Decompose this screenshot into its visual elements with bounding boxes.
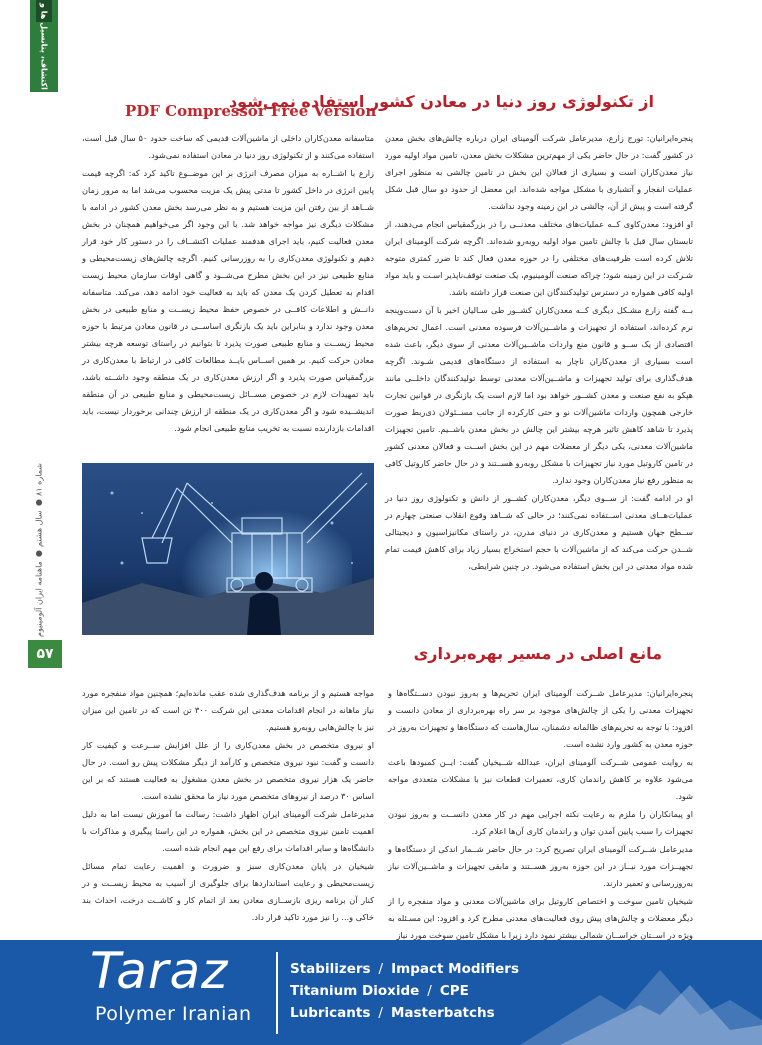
paragraph: او پیمانکاران را ملزم به رعایت نکته اجرایی مهم در کار معدن دانســت و به‌روز نبودن تجهیزات را سبب پایین آمدن توان و راندمان کاری آن‌ها اعلام کرد. (388, 809, 693, 836)
paragraph: متاسفانه معدن‌کاران داخلی از ماشین‌آلات قدیمی که ساخت حدود ۵۰ سال قبل است، استفاده می‌کنند و از تکنولوژی روز دنیا در معادن استفاده نمی‌شود. (82, 133, 374, 160)
product-row (290, 958, 519, 980)
article2-column-right (388, 685, 693, 940)
section-title: مانع اصلی در مسیر بهره‌برداری (413, 644, 662, 663)
paragraph: او در ادامه گفت: از ســوی دیگر، معدن‌کاران کشــور از دانش و تکنولوژی روز دنیا در عملیات‌هــای معدنی اســتفاده نمی‌کنند؛ در حالی که شــاهد وقوع انقلاب صنعتی چهارم در ســطح جهان هستیم و معدن‌کاری در دنیای مدرن، در راستای مکانیزاسیون و دیجیتالی شــدن حرکت می‌کند که از ماشین‌آلات با حجم استخراج بسیار زیاد برای کاهش قیمت تمام شده مواد معدنی در این بخش استفاده می‌شود. در چنین شرایطی، (385, 493, 693, 571)
paragraph: زارع با اشــاره به میزان مصرف انرژی بر این موضــوع تاکید کرد که: اگرچه قیمت پایین انرژی در داخل کشور تا مدتی پیش یک مزیت محسوب می‌شد اما به مرور زمان شــاهد از بین رفتن این مزیت هستیم و به نظر می‌رسد بخش معدن کشور در ادامه با مشکلات دیگری نیز مواجه خواهد شد. با این وجود اگر می‌خواهیم همچنان در بخش معدن فعالیت کنیم، باید اجرای هدفمند عملیات اکتشــاف را در دستور کار خود قرار دهیم و تکنولوژی معدن‌کاری را به روزرسانی کنیم. اگرچه چالش‌های زیست‌محیطی و منابع طبیعی نیز در این بخش مطرح می‌شــود و گاهی اوقات سازمان محیط زیست اقدام به تعطیل کردن یک معدن که باید به فعالیت خود ادامه دهد، می‌کند. متاسفانه دانــش و اطلاعات کافــی در خصوص حفظ محیط زیســت و منابع طبیعی در بخش معدن وجود ندارد و بنابراین باید یک بازنگری اساســی در قانون معادن مرتبط با حوزه محیط زیســت و منابع طبیعی صورت پذیرد تا بتوانیم در راستای توسعه هرچه بیشتر معادن حرکت کنیم. بر همین اســاس بایــد مطالعات کافی در ارتباط با معدن‌کاری در بزرگمقیاس صورت پذیرد و اگر ارزش معدن‌کاری در یک منطقه وجود داشــته باشد، باید تمهیدات لازم در خصوص مســائل زیست‌محیطی و منابع طبیعی در آن منطقه اندیشــیده شود و اگر معدن‌کاری در یک منطقه از ارزش چندانی برخوردار نیست، باید اقدامات بازدارنده نسبت به تخریب منابع طبیعی انجام شود. (82, 168, 374, 433)
ad-divider (276, 952, 278, 1034)
journal-issue: شماره ۸۱ (34, 463, 44, 497)
journal-year: سال هشتم (34, 510, 44, 547)
taraz-advertisement (0, 940, 762, 1045)
product-item: Impact Modifiers (391, 961, 519, 977)
product-row (290, 980, 519, 1002)
paragraph: پنجره‌ایرانیان: مدیرعامل شــرکت آلومینای ایران تحریم‌ها و به‌روز نبودن دســتگاه‌ها و تجهیزات معدنی را یکی از چالش‌های موجود بر سر راه بهره‌برداری از معادن دانست و افزود: با توجه به تحریم‌های ظالمانه دشمنان، سال‌هاست که دستگاه‌ها و تجهیزات به‌روز در حوزه معدن به کشور وارد نشده است. (388, 688, 693, 749)
brand-subtitle: Polymer Iranian (95, 1003, 252, 1025)
journal-info: ماهنامه ایران آلومینیوم ● سال هشتم ● شماره ۸۱ (34, 463, 44, 637)
paragraph: مواجه هستیم و از برنامه هدف‌گذاری شده عقب مانده‌ایم؛ همچنین مواد منفجره مورد نیاز ماهانه در انجام اقدامات معدنی این شرکت ۳۰۰ تن است که در تامین این میزان نیز با چالش‌هایی روبه‌رو هستیم. (82, 688, 374, 732)
journal-name: ماهنامه ایران آلومینیوم (34, 560, 44, 637)
paragraph: او نیروی متخصص در بخش معدن‌کاری را از علل افزایش ســرعت و کیفیت کار دانست و گفت: نبود نیروی متخصص و کارآمد از دیگر مشکلات پیش رو است. در حال حاضر یک هزار نیروی متخصص در بخش معدن مشغول به فعالیت هستند که بر این اساس ۳۰ درصد از نیروهای متخصص مورد نیاز ما محقق نشده است. (82, 740, 374, 801)
product-item: Masterbatchs (390, 1005, 495, 1021)
mining-excavator-illustration (82, 463, 374, 635)
page-number: ۵۷ (28, 640, 62, 668)
paragraph: پنجره‌ایرانیان: تورج زارع، مدیرعامل شرکت آلومینای ایران درباره چالش‌های بخش معدن در کشور گفت: در حال حاضر یکی از مهم‌ترین مشکلات بخش معدن، تامین مواد اولیه مورد نیاز معدن‌کاران است و بسیاری از فعالان این بخش در تامین چالشی به منظور اجرای عملیات انفجار و آتشباری با مشکل مواجه شده‌اند. این معضل از حدود دو سال قبل شکل گرفته است و پیش از آن، چالشی در این زمینه وجود نداشت. (385, 133, 693, 211)
product-item: Titanium Dioxide (290, 983, 420, 999)
separator: / (427, 983, 432, 999)
product-item: CPE (439, 983, 469, 999)
article-column-left (82, 130, 374, 458)
paragraph: مدیرعامل شــرکت آلومینای ایران تصریح کرد: در حال حاضر شــمار اندکی از دستگاه‌ها و تجهیــزات مورد نیــاز در این حوزه به‌روز هســتند و مابقی تجهیزات و ماشــین‌آلات نیاز به‌روزرسانی و تعمیر دارند. (388, 844, 693, 888)
product-list (290, 958, 519, 1024)
section-tab-label: اکتشاف، پتانسیل ها و (39, 2, 49, 90)
paragraph: شیخیان در پایان معدن‌کاری سبز و ضرورت و اهمیت رعایت تمام مسائل زیست‌محیطی و رعایت استانداردها برای جلوگیری از آسیب به محیط زیســت و در کنار آن برنامه ریزی بازســازی معادن بعد از اتمام کار و کاشــت درخت، احداث بند خاکی و... را نیز مورد تاکید قرار داد. (82, 861, 374, 922)
product-item: Stabilizers (290, 961, 371, 977)
product-row (290, 1002, 519, 1024)
paragraph: بــه گفته زارع مشـکل دیگری کــه معدن‌کاران کشــور طی سـالیان اخیر با آن دست‌وپنجه نرم کرده‌اند، استفاده از تجهیزات و ماشــین‌آلات فرسوده معدنی است. اعمال تحریم‌های اقتصادی از یک ســو و قانون منع واردات ماشــین‌آلات معدنی از سوی دیگر، باعث شده است بسیاری از معدن‌کاران ناچار به استفاده از دستگاه‌های قدیمی شـوند. اگرچه هدف‌گذاری برای تولید تجهیزات و ماشــین‌آلات معدنی توسط تولیدکنندگان داخلــی مانند هپکو به نفع صنعت و معدن کشــور خواهد بود اما لازم است یک بازنگری در قوانین تجارت خارجی همچون واردات ماشین‌آلات نو و حتی کارکرده از جانب مســئولان ذی‌ربط صورت پذیرد تا شاهد کاهش تاثیر هرچه بیشتر این چالش در بخش معدن باشــیم. تامین تجهیزات ماشین‌آلات معدنی، یکی دیگر از معضلات مهم در این بخش اســت و فعالان معدنی کشور در تامین کاروتیل مورد نیاز تجهیزات با مشکل روبه‌رو هســتند و در حال حاضر کاروتیل کافی به منظور رفع نیاز معدن‌کاران وجود ندارد. (385, 305, 693, 485)
pdf-watermark: PDF Compressor Free Version (125, 102, 377, 120)
paragraph: مدیرعامل شرکت آلومینای ایران اظهار داشت: رسالت ما آموزش نیست اما به دلیل اهمیت تامین نیروی متخصص در این بخش، همواره در این راستا پیگیری و مذاکرات با دانشگاه‌ها و سایر اقدامات برای رفع این مهم انجام شده است. (82, 809, 374, 853)
brand-logo: Taraz (90, 942, 229, 1000)
product-item: Lubricants (290, 1005, 371, 1021)
article-title: از تکنولوژی روز دنیا در معادن کشور استفاده نمی‌شود (228, 92, 654, 111)
mining-machinery-photo (82, 463, 374, 635)
paragraph: به روایت عمومی شــرکت آلومینای ایران، عبدالله شــیخیان گفت: ایــن کمبودها باعث می‌شود علاوه بر کاهش راندمان کاری، تعمیرات قطعات نیز با مشکلات متعددی مواجه شود. (388, 757, 693, 801)
separator: / (378, 1005, 383, 1021)
article2-column-left (82, 685, 374, 935)
paragraph: شیخیان تامین سوخت و اختصاص کاروتیل برای ماشین‌آلات معدنی و مواد منفجره را از دیگر معضلات و چالش‌های پیش روی فعالیت‌های معدنی مطرح کرد و افزود: این مسـئله به ویژه در اســتان خراســان شمالی بیشتر نمود دارد زیرا با مشکل تامین سوخت مورد نیاز (388, 896, 693, 940)
paragraph: او افزود: معدن‌کاوی کــه عملیات‌های مختلف معدنــی را در بزرگمقیاس انجام می‌دهند، از تابستان سال قبل با چالش تامین مواد اولیه روبه‌رو شده‌اند. اگرچه شرکت آلومینای ایران تلاش کرده است ظرفیت‌های مختلفی را در حوزه معدن فعال کند تا ضرر کمتری متوجه شـرکت در این زمینه شود؛ چراکه صنعت آلومینیوم، یک صنعت توقف‌ناپذیر اسـت و باید مواد اولیه کافی همواره در دسترس تولیدکنندگان این صنعت قرار داشته باشد. (385, 219, 693, 297)
separator: / (378, 961, 384, 977)
article-column-right (385, 130, 693, 630)
